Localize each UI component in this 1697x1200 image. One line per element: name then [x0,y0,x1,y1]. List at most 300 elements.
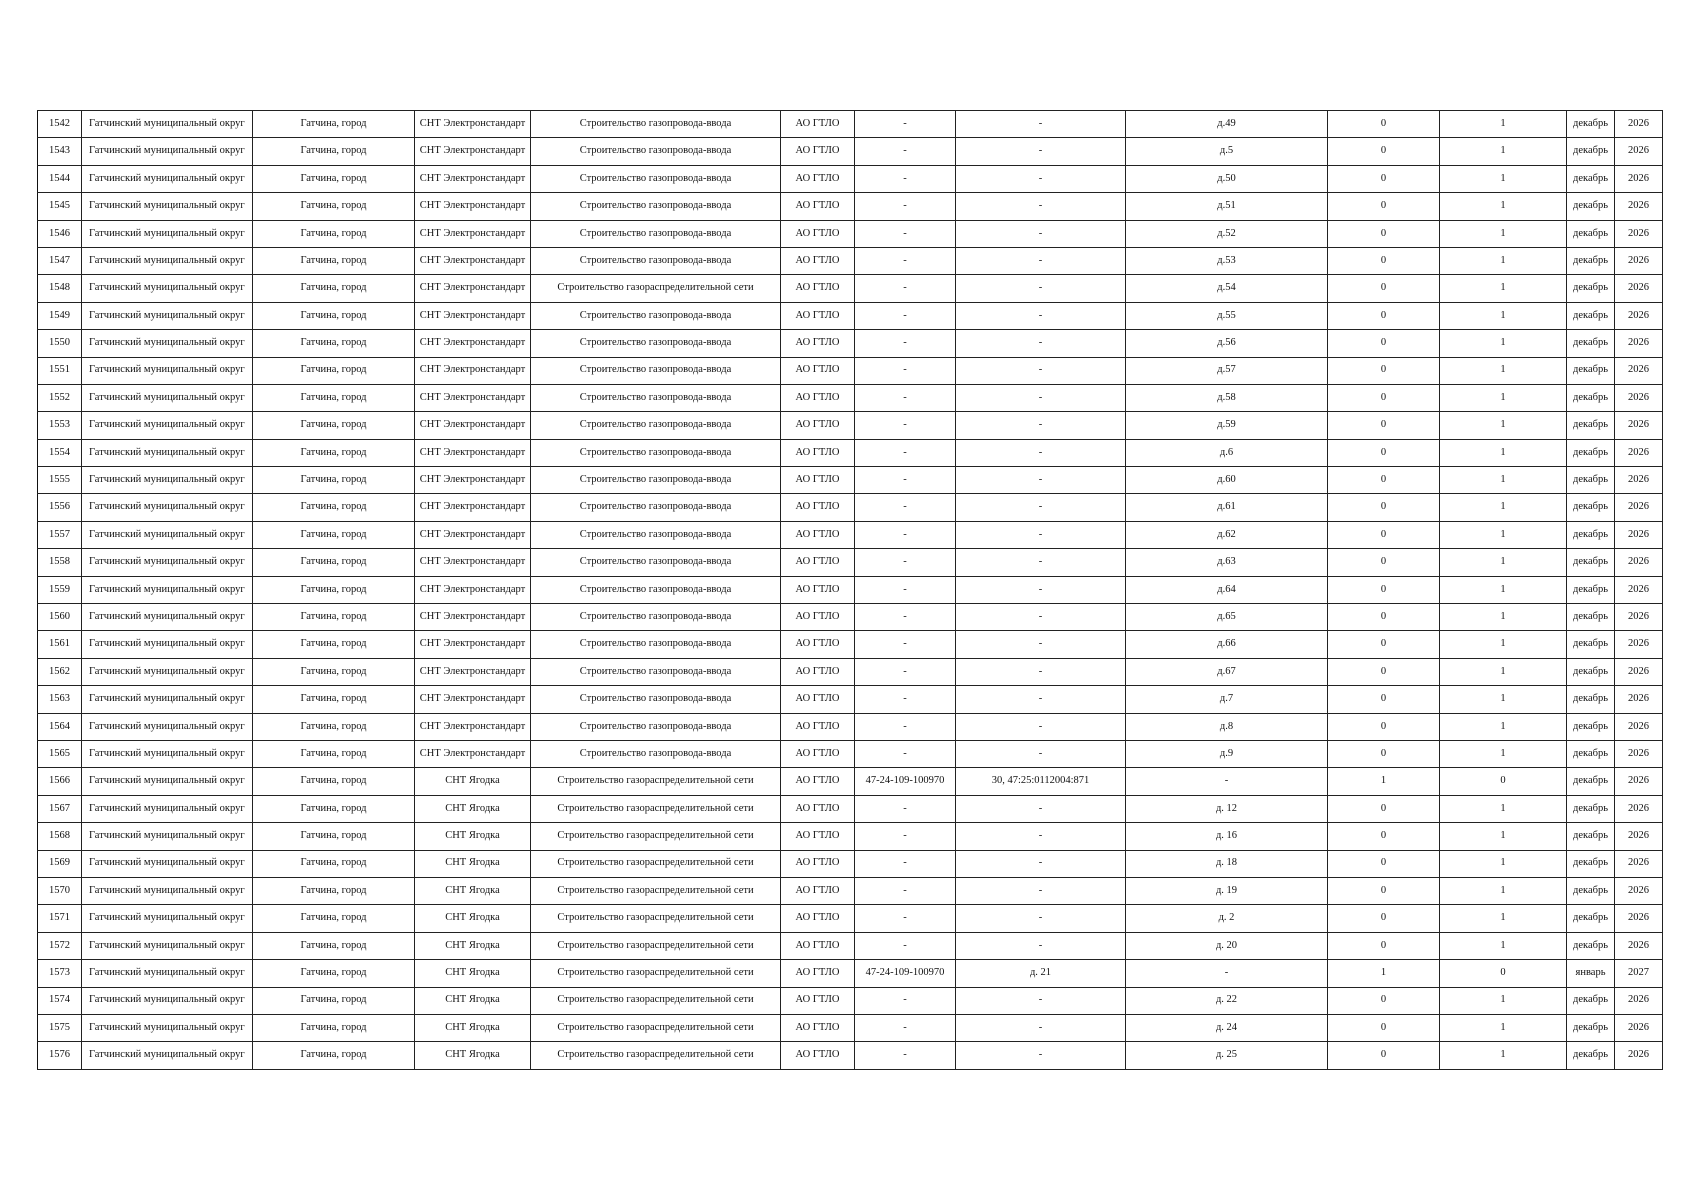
value-b-cell: 1 [1440,713,1567,740]
month-cell: декабрь [1567,932,1615,959]
month-cell: декабрь [1567,494,1615,521]
work-type-cell: Строительство газопровода-ввода [531,439,781,466]
settlement-cell: Гатчина, город [253,275,415,302]
operator-cell: АО ГТЛО [781,439,855,466]
district-cell: Гатчинский муниципальный округ [82,138,253,165]
district-cell: Гатчинский муниципальный округ [82,357,253,384]
house-cell: д.8 [1126,713,1328,740]
registry-number-cell: - [855,330,956,357]
territory-cell: СНТ Электронстандарт [415,658,531,685]
registry-number-cell: - [855,275,956,302]
house-cell: д.60 [1126,467,1328,494]
row-number-cell: 1546 [38,220,82,247]
value-b-cell: 1 [1440,111,1567,138]
work-type-cell: Строительство газораспределительной сети [531,1014,781,1041]
registry-number-cell: - [855,576,956,603]
settlement-cell: Гатчина, город [253,658,415,685]
year-cell: 2026 [1615,138,1663,165]
territory-cell: СНТ Ягодка [415,1042,531,1069]
house-cell: д.66 [1126,631,1328,658]
value-a-cell: 0 [1328,850,1440,877]
cadastral-cell: - [956,220,1126,247]
work-type-cell: Строительство газопровода-ввода [531,357,781,384]
table-row [38,111,1663,138]
district-cell: Гатчинский муниципальный округ [82,877,253,904]
district-cell: Гатчинский муниципальный округ [82,275,253,302]
value-a-cell: 0 [1328,549,1440,576]
registry-number-cell: - [855,494,956,521]
settlement-cell: Гатчина, город [253,877,415,904]
operator-cell: АО ГТЛО [781,960,855,987]
row-number-cell: 1550 [38,330,82,357]
row-number-cell: 1556 [38,494,82,521]
value-a-cell: 0 [1328,220,1440,247]
row-number-cell: 1544 [38,165,82,192]
row-number-cell: 1542 [38,111,82,138]
value-a-cell: 0 [1328,740,1440,767]
month-cell: декабрь [1567,165,1615,192]
district-cell: Гатчинский муниципальный округ [82,330,253,357]
registry-number-cell: - [855,987,956,1014]
cadastral-cell: - [956,138,1126,165]
district-cell: Гатчинский муниципальный округ [82,467,253,494]
work-type-cell: Строительство газопровода-ввода [531,713,781,740]
row-number-cell: 1564 [38,713,82,740]
work-type-cell: Строительство газораспределительной сети [531,823,781,850]
district-cell: Гатчинский муниципальный округ [82,1014,253,1041]
year-cell: 2026 [1615,384,1663,411]
cadastral-cell: - [956,932,1126,959]
value-a-cell: 0 [1328,686,1440,713]
row-number-cell: 1571 [38,905,82,932]
registry-number-cell: - [855,165,956,192]
operator-cell: АО ГТЛО [781,987,855,1014]
territory-cell: СНТ Ягодка [415,768,531,795]
work-type-cell: Строительство газопровода-ввода [531,220,781,247]
month-cell: декабрь [1567,713,1615,740]
house-cell: д. 22 [1126,987,1328,1014]
district-cell: Гатчинский муниципальный округ [82,658,253,685]
row-number-cell: 1562 [38,658,82,685]
value-b-cell: 1 [1440,247,1567,274]
table-row [38,412,1663,439]
operator-cell: АО ГТЛО [781,905,855,932]
month-cell: декабрь [1567,549,1615,576]
value-b-cell: 1 [1440,193,1567,220]
year-cell: 2026 [1615,494,1663,521]
operator-cell: АО ГТЛО [781,275,855,302]
territory-cell: СНТ Электронстандарт [415,138,531,165]
value-b-cell: 1 [1440,905,1567,932]
house-cell: д.64 [1126,576,1328,603]
value-b-cell: 1 [1440,932,1567,959]
value-b-cell: 1 [1440,165,1567,192]
table-row [38,932,1663,959]
operator-cell: АО ГТЛО [781,850,855,877]
year-cell: 2026 [1615,713,1663,740]
value-b-cell: 1 [1440,521,1567,548]
operator-cell: АО ГТЛО [781,631,855,658]
value-a-cell: 0 [1328,795,1440,822]
work-type-cell: Строительство газопровода-ввода [531,521,781,548]
table-row [38,275,1663,302]
table-row [38,960,1663,987]
registry-number-cell: 47-24-109-100970 [855,768,956,795]
district-cell: Гатчинский муниципальный округ [82,1042,253,1069]
operator-cell: АО ГТЛО [781,823,855,850]
registry-number-cell: - [855,631,956,658]
work-type-cell: Строительство газопровода-ввода [531,384,781,411]
registry-number-cell: - [855,138,956,165]
territory-cell: СНТ Электронстандарт [415,384,531,411]
house-cell: - [1126,768,1328,795]
value-b-cell: 1 [1440,275,1567,302]
operator-cell: АО ГТЛО [781,467,855,494]
month-cell: декабрь [1567,467,1615,494]
settlement-cell: Гатчина, город [253,111,415,138]
row-number-cell: 1572 [38,932,82,959]
territory-cell: СНТ Электронстандарт [415,686,531,713]
work-type-cell: Строительство газопровода-ввода [531,302,781,329]
territory-cell: СНТ Электронстандарт [415,247,531,274]
month-cell: декабрь [1567,795,1615,822]
row-number-cell: 1570 [38,877,82,904]
territory-cell: СНТ Электронстандарт [415,357,531,384]
value-b-cell: 1 [1440,604,1567,631]
row-number-cell: 1551 [38,357,82,384]
value-b-cell: 1 [1440,1014,1567,1041]
house-cell: д. 16 [1126,823,1328,850]
operator-cell: АО ГТЛО [781,877,855,904]
month-cell: декабрь [1567,220,1615,247]
cadastral-cell: - [956,631,1126,658]
cadastral-cell: - [956,165,1126,192]
district-cell: Гатчинский муниципальный округ [82,412,253,439]
settlement-cell: Гатчина, город [253,740,415,767]
table-row [38,1042,1663,1069]
operator-cell: АО ГТЛО [781,795,855,822]
house-cell: д. 19 [1126,877,1328,904]
value-a-cell: 0 [1328,247,1440,274]
row-number-cell: 1548 [38,275,82,302]
registry-number-cell: - [855,384,956,411]
year-cell: 2026 [1615,193,1663,220]
district-cell: Гатчинский муниципальный округ [82,932,253,959]
operator-cell: АО ГТЛО [781,412,855,439]
registry-number-cell: - [855,439,956,466]
value-b-cell: 1 [1440,658,1567,685]
territory-cell: СНТ Ягодка [415,905,531,932]
territory-cell: СНТ Электронстандарт [415,193,531,220]
value-a-cell: 0 [1328,1014,1440,1041]
district-cell: Гатчинский муниципальный округ [82,686,253,713]
cadastral-cell: 30, 47:25:0112004:871 [956,768,1126,795]
cadastral-cell: - [956,850,1126,877]
cadastral-cell: - [956,658,1126,685]
district-cell: Гатчинский муниципальный округ [82,823,253,850]
cadastral-cell: - [956,686,1126,713]
cadastral-cell: д. 21 [956,960,1126,987]
year-cell: 2026 [1615,932,1663,959]
value-a-cell: 0 [1328,987,1440,1014]
operator-cell: АО ГТЛО [781,658,855,685]
year-cell: 2026 [1615,549,1663,576]
table-row [38,1014,1663,1041]
cadastral-cell: - [956,576,1126,603]
territory-cell: СНТ Электронстандарт [415,111,531,138]
value-a-cell: 0 [1328,576,1440,603]
operator-cell: АО ГТЛО [781,740,855,767]
settlement-cell: Гатчина, город [253,439,415,466]
row-number-cell: 1573 [38,960,82,987]
work-type-cell: Строительство газораспределительной сети [531,768,781,795]
house-cell: д.9 [1126,740,1328,767]
table-row [38,768,1663,795]
work-type-cell: Строительство газопровода-ввода [531,494,781,521]
work-type-cell: Строительство газопровода-ввода [531,330,781,357]
year-cell: 2026 [1615,905,1663,932]
cadastral-cell: - [956,439,1126,466]
district-cell: Гатчинский муниципальный округ [82,960,253,987]
table-row [38,686,1663,713]
settlement-cell: Гатчина, город [253,823,415,850]
territory-cell: СНТ Ягодка [415,850,531,877]
year-cell: 2026 [1615,576,1663,603]
operator-cell: АО ГТЛО [781,604,855,631]
territory-cell: СНТ Электронстандарт [415,740,531,767]
row-number-cell: 1547 [38,247,82,274]
year-cell: 2026 [1615,1014,1663,1041]
value-a-cell: 0 [1328,494,1440,521]
settlement-cell: Гатчина, город [253,686,415,713]
value-b-cell: 1 [1440,686,1567,713]
value-a-cell: 0 [1328,165,1440,192]
table-row [38,384,1663,411]
value-a-cell: 0 [1328,467,1440,494]
month-cell: декабрь [1567,768,1615,795]
settlement-cell: Гатчина, город [253,247,415,274]
year-cell: 2026 [1615,740,1663,767]
house-cell: д.7 [1126,686,1328,713]
territory-cell: СНТ Ягодка [415,795,531,822]
settlement-cell: Гатчина, город [253,795,415,822]
territory-cell: СНТ Электронстандарт [415,412,531,439]
district-cell: Гатчинский муниципальный округ [82,905,253,932]
month-cell: декабрь [1567,247,1615,274]
year-cell: 2026 [1615,302,1663,329]
work-type-cell: Строительство газопровода-ввода [531,467,781,494]
cadastral-cell: - [956,330,1126,357]
month-cell: декабрь [1567,823,1615,850]
year-cell: 2026 [1615,768,1663,795]
value-a-cell: 0 [1328,604,1440,631]
value-a-cell: 0 [1328,1042,1440,1069]
operator-cell: АО ГТЛО [781,357,855,384]
table-row [38,494,1663,521]
table-row [38,795,1663,822]
month-cell: декабрь [1567,302,1615,329]
registry-number-cell: - [855,877,956,904]
month-cell: декабрь [1567,357,1615,384]
year-cell: 2026 [1615,165,1663,192]
month-cell: декабрь [1567,987,1615,1014]
work-type-cell: Строительство газопровода-ввода [531,193,781,220]
work-type-cell: Строительство газораспределительной сети [531,987,781,1014]
year-cell: 2026 [1615,330,1663,357]
house-cell: д. 25 [1126,1042,1328,1069]
registry-number-cell: - [855,604,956,631]
house-cell: д.61 [1126,494,1328,521]
registry-number-cell: - [855,850,956,877]
work-type-cell: Строительство газораспределительной сети [531,275,781,302]
value-a-cell: 0 [1328,302,1440,329]
district-cell: Гатчинский муниципальный округ [82,521,253,548]
house-cell: д.53 [1126,247,1328,274]
data-table [37,110,1663,1070]
house-cell: д.49 [1126,111,1328,138]
cadastral-cell: - [956,247,1126,274]
district-cell: Гатчинский муниципальный округ [82,220,253,247]
house-cell: д. 20 [1126,932,1328,959]
registry-number-cell: - [855,521,956,548]
settlement-cell: Гатчина, город [253,412,415,439]
district-cell: Гатчинский муниципальный округ [82,302,253,329]
month-cell: декабрь [1567,384,1615,411]
house-cell: д.62 [1126,521,1328,548]
table-row [38,220,1663,247]
house-cell: д.56 [1126,330,1328,357]
registry-number-cell: - [855,193,956,220]
work-type-cell: Строительство газопровода-ввода [531,576,781,603]
row-number-cell: 1574 [38,987,82,1014]
registry-number-cell: - [855,658,956,685]
value-b-cell: 1 [1440,1042,1567,1069]
territory-cell: СНТ Ягодка [415,877,531,904]
row-number-cell: 1566 [38,768,82,795]
value-b-cell: 1 [1440,220,1567,247]
cadastral-cell: - [956,412,1126,439]
year-cell: 2026 [1615,247,1663,274]
settlement-cell: Гатчина, город [253,932,415,959]
work-type-cell: Строительство газопровода-ввода [531,412,781,439]
house-cell: д. 12 [1126,795,1328,822]
year-cell: 2026 [1615,604,1663,631]
operator-cell: АО ГТЛО [781,220,855,247]
value-b-cell: 0 [1440,768,1567,795]
territory-cell: СНТ Электронстандарт [415,576,531,603]
territory-cell: СНТ Электронстандарт [415,220,531,247]
value-a-cell: 0 [1328,631,1440,658]
registry-number-cell: - [855,905,956,932]
settlement-cell: Гатчина, город [253,713,415,740]
row-number-cell: 1557 [38,521,82,548]
territory-cell: СНТ Электронстандарт [415,330,531,357]
settlement-cell: Гатчина, город [253,960,415,987]
territory-cell: СНТ Электронстандарт [415,302,531,329]
cadastral-cell: - [956,521,1126,548]
territory-cell: СНТ Ягодка [415,960,531,987]
territory-cell: СНТ Электронстандарт [415,275,531,302]
territory-cell: СНТ Ягодка [415,932,531,959]
operator-cell: АО ГТЛО [781,330,855,357]
table-row [38,576,1663,603]
district-cell: Гатчинский муниципальный округ [82,795,253,822]
registry-number-cell: - [855,357,956,384]
year-cell: 2026 [1615,658,1663,685]
row-number-cell: 1559 [38,576,82,603]
operator-cell: АО ГТЛО [781,686,855,713]
settlement-cell: Гатчина, город [253,384,415,411]
year-cell: 2026 [1615,220,1663,247]
cadastral-cell: - [956,713,1126,740]
value-b-cell: 1 [1440,823,1567,850]
cadastral-cell: - [956,193,1126,220]
row-number-cell: 1575 [38,1014,82,1041]
house-cell: д.6 [1126,439,1328,466]
month-cell: декабрь [1567,604,1615,631]
cadastral-cell: - [956,1042,1126,1069]
month-cell: декабрь [1567,877,1615,904]
month-cell: декабрь [1567,631,1615,658]
territory-cell: СНТ Электронстандарт [415,631,531,658]
operator-cell: АО ГТЛО [781,111,855,138]
value-b-cell: 1 [1440,631,1567,658]
settlement-cell: Гатчина, город [253,165,415,192]
value-a-cell: 0 [1328,357,1440,384]
house-cell: д.52 [1126,220,1328,247]
registry-number-cell: - [855,467,956,494]
operator-cell: АО ГТЛО [781,247,855,274]
row-number-cell: 1543 [38,138,82,165]
operator-cell: АО ГТЛО [781,549,855,576]
value-a-cell: 1 [1328,960,1440,987]
registry-number-cell: - [855,740,956,767]
month-cell: декабрь [1567,193,1615,220]
district-cell: Гатчинский муниципальный округ [82,576,253,603]
value-b-cell: 1 [1440,302,1567,329]
district-cell: Гатчинский муниципальный округ [82,713,253,740]
month-cell: декабрь [1567,521,1615,548]
district-cell: Гатчинский муниципальный округ [82,165,253,192]
year-cell: 2026 [1615,987,1663,1014]
settlement-cell: Гатчина, город [253,850,415,877]
value-a-cell: 0 [1328,193,1440,220]
operator-cell: АО ГТЛО [781,768,855,795]
house-cell: д.54 [1126,275,1328,302]
operator-cell: АО ГТЛО [781,193,855,220]
value-a-cell: 0 [1328,713,1440,740]
year-cell: 2026 [1615,412,1663,439]
value-b-cell: 1 [1440,987,1567,1014]
row-number-cell: 1554 [38,439,82,466]
value-b-cell: 1 [1440,740,1567,767]
work-type-cell: Строительство газопровода-ввода [531,740,781,767]
territory-cell: СНТ Электронстандарт [415,439,531,466]
table-row [38,193,1663,220]
value-a-cell: 0 [1328,823,1440,850]
value-a-cell: 0 [1328,905,1440,932]
operator-cell: АО ГТЛО [781,384,855,411]
table-row [38,631,1663,658]
operator-cell: АО ГТЛО [781,713,855,740]
territory-cell: СНТ Электронстандарт [415,521,531,548]
year-cell: 2026 [1615,439,1663,466]
settlement-cell: Гатчина, город [253,467,415,494]
value-b-cell: 1 [1440,877,1567,904]
table-body [38,111,1663,1070]
cadastral-cell: - [956,494,1126,521]
registry-number-cell: - [855,1014,956,1041]
